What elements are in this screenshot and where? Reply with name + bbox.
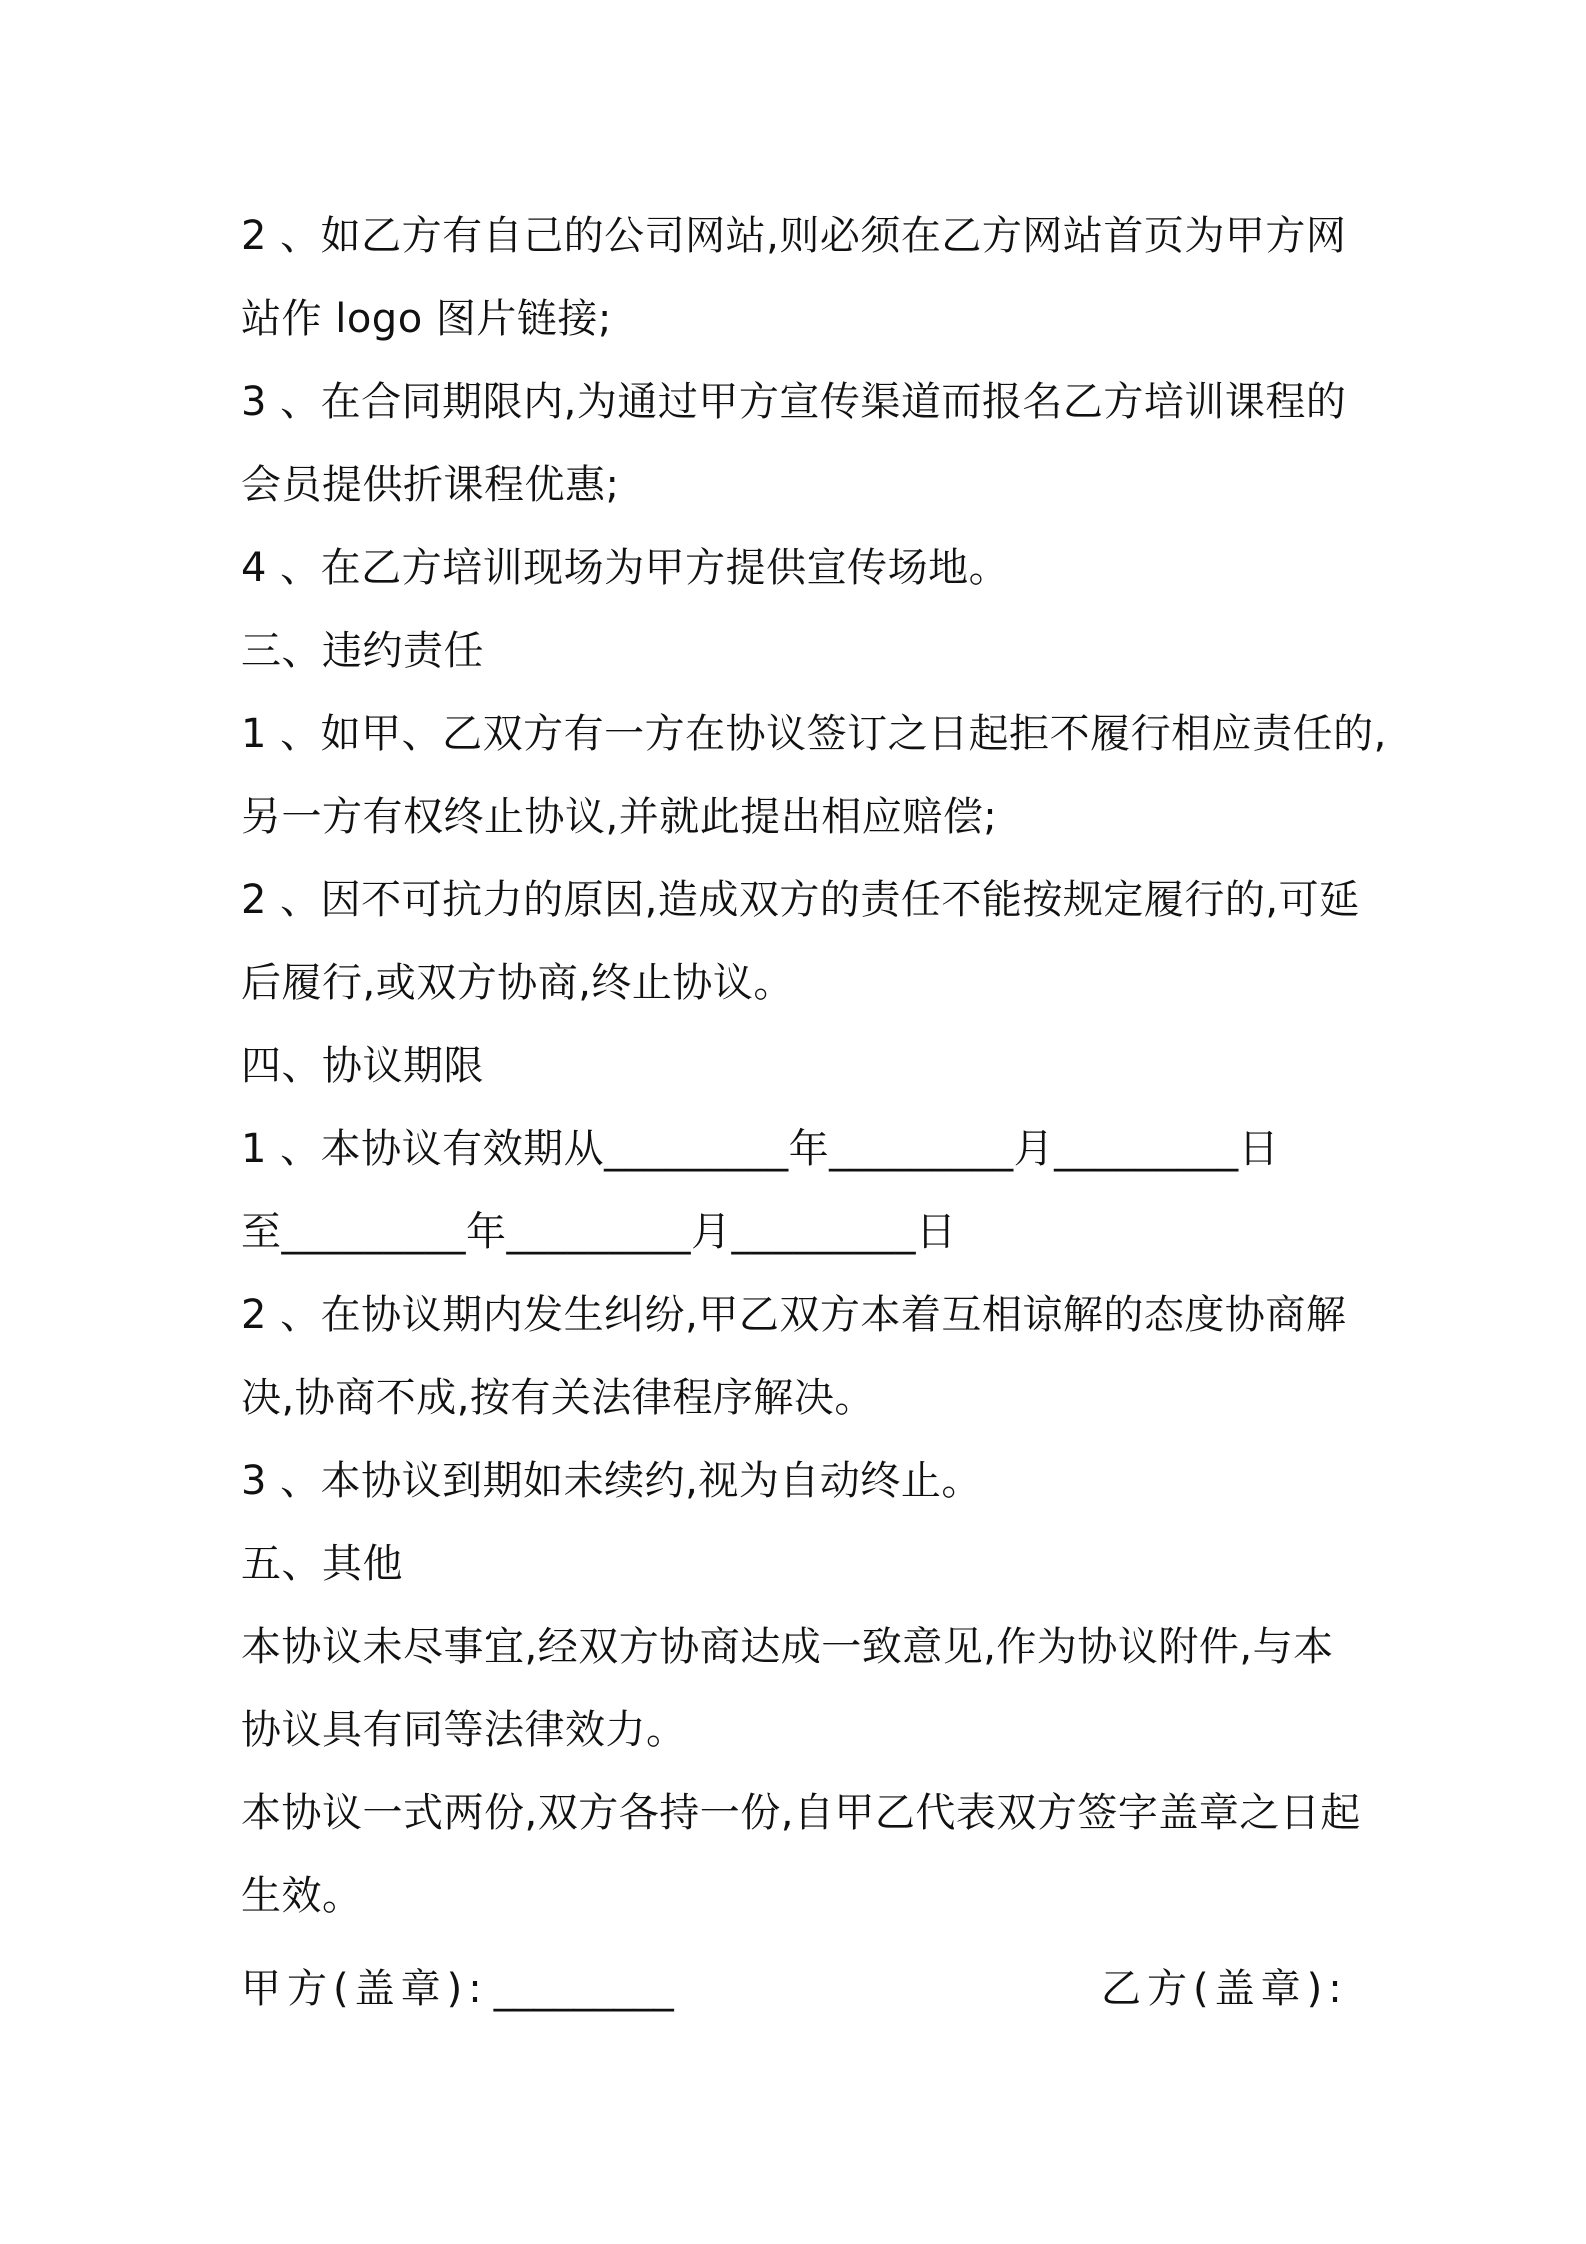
clause-line: 本协议未尽事宜,经双方协商达成一致意见,作为协议附件,与本 xyxy=(241,1624,1334,1670)
clause-line: 3 、在合同期限内,为通过甲方宣传渠道而报名乙方培训课程的 xyxy=(241,379,1347,425)
party-a-label: 甲方(盖章): xyxy=(241,1966,488,2012)
party-b-signature xyxy=(1101,1948,1348,2031)
clause-line: 站作 logo 图片链接; xyxy=(241,296,612,342)
clause-line: 后履行,或双方协商,终止协议。 xyxy=(241,960,794,1006)
clause-line: 2 、在协议期内发生纠纷,甲乙双方本着互相谅解的态度协商解 xyxy=(241,1292,1347,1338)
clause-line: 协议具有同等法律效力。 xyxy=(241,1707,687,1753)
clause-line: 决,协商不成,按有关法律程序解决。 xyxy=(241,1375,875,1421)
clause-line: 另一方有权终止协议,并就此提出相应赔偿; xyxy=(241,794,998,840)
document-body xyxy=(241,195,1387,1938)
clause-line: 会员提供折课程优惠; xyxy=(241,462,620,508)
clause-line: 2 、因不可抗力的原因,造成双方的责任不能按规定履行的,可延 xyxy=(241,877,1360,923)
clause-line: 2 、如乙方有自己的公司网站,则必须在乙方网站首页为甲方网 xyxy=(241,213,1347,259)
section-heading: 五、其他 xyxy=(241,1541,403,1587)
party-a-signature xyxy=(241,1948,674,2031)
clause-line: 本协议一式两份,双方各持一份,自甲乙代表双方签字盖章之日起 xyxy=(241,1790,1361,1836)
signature-block xyxy=(241,1948,1356,2031)
party-a-blank: _________ xyxy=(493,1966,674,2012)
section-heading: 四、协议期限 xyxy=(241,1043,484,1089)
clause-line: 4 、在乙方培训现场为甲方提供宣传场地。 xyxy=(241,545,1010,591)
clause-line: 1 、如甲、乙双方有一方在协议签订之日起拒不履行相应责任的, xyxy=(241,711,1387,757)
clause-line: 至_________年_________月_________日 xyxy=(241,1209,957,1255)
clause-line: 3 、本协议到期如未续约,视为自动终止。 xyxy=(241,1458,982,1504)
clause-line: 1 、本协议有效期从_________年_________月_________日 xyxy=(241,1126,1280,1172)
party-b-label: 乙方(盖章): xyxy=(1101,1966,1348,2012)
clause-line: 生效。 xyxy=(241,1873,363,1919)
section-heading: 三、违约责任 xyxy=(241,628,484,674)
